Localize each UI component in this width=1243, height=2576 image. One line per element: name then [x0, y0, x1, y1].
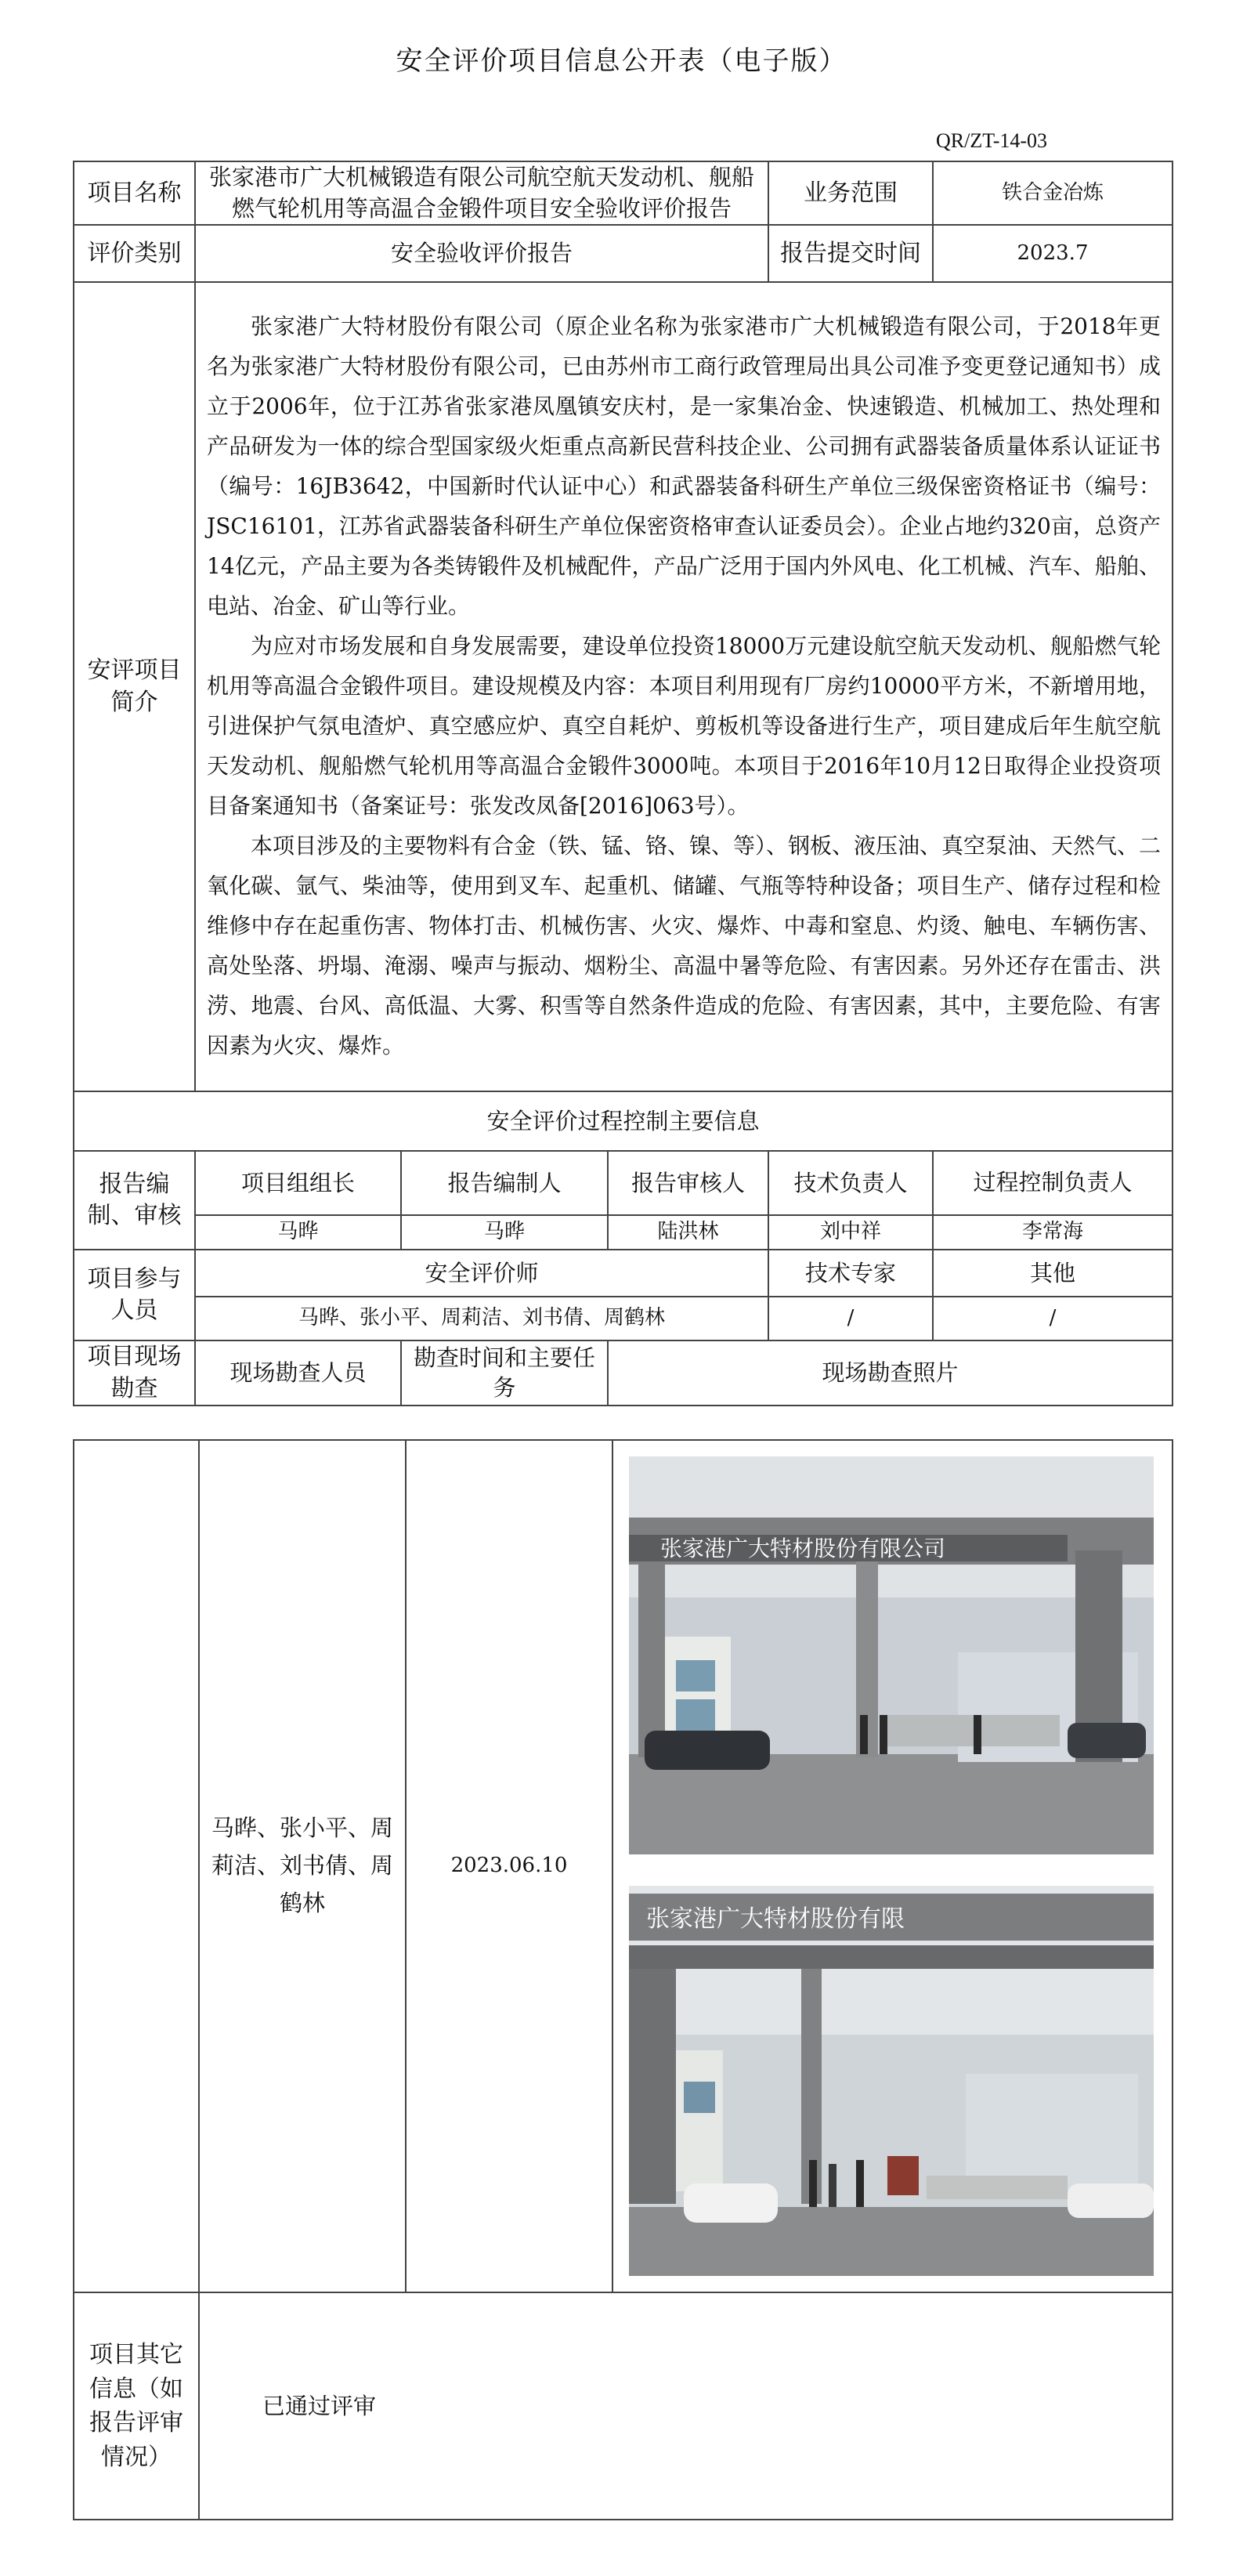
- intro-paragraph-2: 为应对市场发展和自身发展需要，建设单位投资18000万元建设航空航天发动机、舰船燃气轮机用等高温合金锻件项目。建设规模及内容：本项目利用现有厂房约10000平方米，不新增用地，引进保护气氛电渣炉、真空感应炉、真空自耗炉、剪板机等设备进行生产，项目建成后年生航空航天发动机、舰船燃气轮机用等高温合金锻件3000吨。本项目于2016年10月12日取得企业投资项目备案通知书（备案证号：张发改凤备[2016]063号）。: [207, 633, 1162, 819]
- other-info-label: 项目其它信息（如报告评审情况）: [74, 2292, 199, 2520]
- survey-label: 项目现场勘查: [74, 1340, 195, 1406]
- participants-header-other: 其他: [933, 1250, 1173, 1297]
- survey-header-time: 勘查时间和主要任务: [401, 1340, 608, 1406]
- site-photo-2: [629, 1886, 1154, 2276]
- report-label: 报告编制、审核: [74, 1151, 195, 1250]
- photo1-gate-sign: 张家港广大特材股份有限公司: [660, 1536, 946, 1561]
- intro-paragraph-3: 本项目涉及的主要物料有合金（铁、锰、铬、镍、等）、钢板、液压油、真空泵油、天然气、二氧化碳、氩气、柴油等，使用到叉车、起重机、储罐、气瓶等特种设备；项目生产、储存过程和检维修中存在起重伤害、物体打击、机械伤害、火灾、爆炸、中毒和窒息、灼烫、触电、车辆伤害、高处坠落、坍塌、淹溺、噪声与振动、烟粉尘、高温中暑等危险、有害因素。另外还存在雷击、洪涝、地震、台风、高低温、大雾、积雪等自然条件造成的危险、有害因素，其中，主要危险、有害因素为火灾、爆炸。: [207, 832, 1162, 1058]
- report-value-reviewer: 陆洪林: [608, 1215, 768, 1250]
- info-table: [73, 161, 1173, 1406]
- intro-paragraph-1: 张家港广大特材股份有限公司（原企业名称为张家港市广大机械锻造有限公司，于2018年更名为张家港广大特材股份有限公司，已由苏州市工商行政管理局出具公司准予变更登记通知书）成立于2006年，位于江苏省张家港凤凰镇安庆村，是一家集冶金、快速锻造、机械加工、热处理和产品研发为一体的综合型国家级火炬重点高新民营科技企业、公司拥有武器装备质量体系认证证书（编号：16JB3642，中国新时代认证中心）和武器装备科研生产单位三级保密资格证书（编号：JSC16101，江苏省武器装备科研生产单位保密资格审查认证委员会）。企业占地约320亩，总资产14亿元，产品主要为各类铸锻件及机械配件，产品广泛用于国内外风电、化工机械、汽车、船舶、电站、冶金、矿山等行业。: [207, 313, 1162, 620]
- evaluation-category-label: 评价类别: [74, 225, 195, 282]
- project-name-label: 项目名称: [74, 161, 195, 225]
- report-header-author: 报告编制人: [401, 1151, 608, 1215]
- participants-value-expert: /: [768, 1297, 933, 1340]
- participants-header-evaluator: 安全评价师: [195, 1250, 768, 1297]
- project-name-row: [74, 161, 1173, 225]
- factory-gate-illustration-1: [629, 1456, 1154, 1854]
- submit-time-value: 2023.7: [933, 225, 1173, 282]
- participants-values-row: [74, 1297, 1173, 1340]
- survey-table: [73, 1439, 1173, 2520]
- survey-date: 2023.06.10: [406, 1440, 612, 2292]
- business-scope-label: 业务范围: [768, 161, 933, 225]
- factory-gate-illustration-2: [629, 1886, 1154, 2276]
- report-value-author: 马晔: [401, 1215, 608, 1250]
- other-info-row: [74, 2292, 1173, 2520]
- business-scope-value: 铁合金冶炼: [933, 161, 1173, 225]
- site-photo-1: [629, 1456, 1154, 1854]
- report-header-row: [74, 1151, 1173, 1215]
- report-header-process: 过程控制负责人: [933, 1151, 1173, 1215]
- photo2-gate-sign: 张家港广大特材股份有限: [646, 1905, 905, 1933]
- process-header: 安全评价过程控制主要信息: [74, 1091, 1173, 1151]
- report-value-process: 李常海: [933, 1215, 1173, 1250]
- survey-photos-cell: [612, 1440, 1173, 2292]
- project-name-value: 张家港市广大机械锻造有限公司航空航天发动机、舰船燃气轮机用等高温合金锻件项目安全验收评价报告: [195, 161, 768, 225]
- other-info-value: 已通过评审: [199, 2292, 1173, 2520]
- survey-header-photos: 现场勘查照片: [608, 1340, 1173, 1406]
- category-row: [74, 225, 1173, 282]
- participants-label: 项目参与人员: [74, 1250, 195, 1340]
- intro-row: [74, 282, 1173, 1091]
- report-header-reviewer: 报告审核人: [608, 1151, 768, 1215]
- participants-value-other: /: [933, 1297, 1173, 1340]
- participants-header-row: [74, 1250, 1173, 1297]
- participants-value-evaluator: 马晔、张小平、周莉洁、刘书倩、周鹤林: [195, 1297, 768, 1340]
- submit-time-label: 报告提交时间: [768, 225, 933, 282]
- report-values-row: [74, 1215, 1173, 1250]
- intro-content: [195, 282, 1173, 1091]
- report-value-tech: 刘中祥: [768, 1215, 933, 1250]
- evaluation-category-value: 安全验收评价报告: [195, 225, 768, 282]
- page-title: 安全评价项目信息公开表（电子版）: [396, 45, 847, 77]
- survey-header-persons: 现场勘查人员: [195, 1340, 401, 1406]
- report-value-leader: 马晔: [195, 1215, 401, 1250]
- survey-detail-row: [74, 1440, 1173, 2292]
- survey-persons: 马晔、张小平、周莉洁、刘书倩、周鹤林: [199, 1440, 406, 2292]
- survey-blank-cell: [74, 1440, 199, 2292]
- survey-header-row: [74, 1340, 1173, 1406]
- report-header-tech: 技术负责人: [768, 1151, 933, 1215]
- report-header-leader: 项目组组长: [195, 1151, 401, 1215]
- process-header-row: [74, 1091, 1173, 1151]
- document-number: QR/ZT-14-03: [936, 129, 1048, 152]
- intro-label: 安评项目简介: [74, 282, 195, 1091]
- participants-header-expert: 技术专家: [768, 1250, 933, 1297]
